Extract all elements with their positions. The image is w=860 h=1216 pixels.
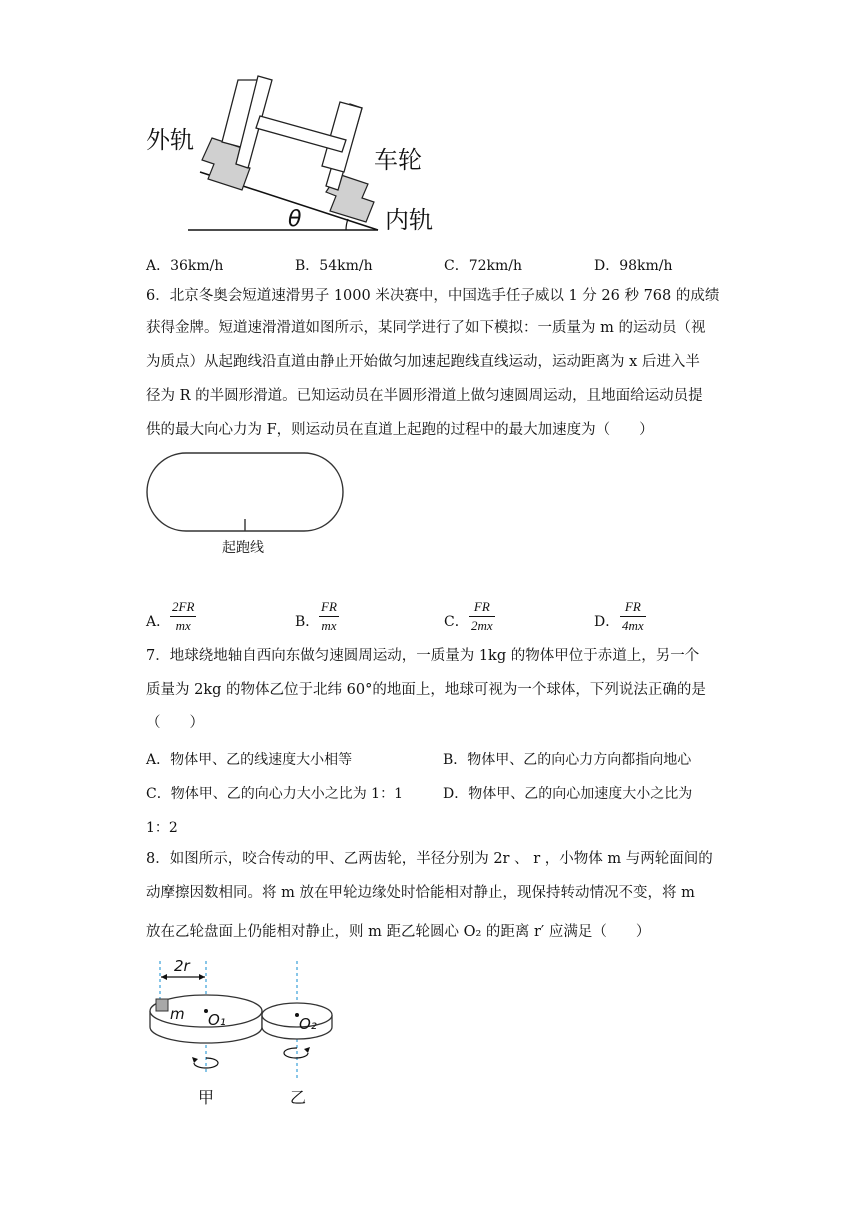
q6-option-c-fraction: FR 2mx <box>471 599 493 633</box>
o1-label: O₁ <box>208 1011 226 1029</box>
q5-option-c: C．72km/h <box>444 258 523 274</box>
q7-option-c: C．物体甲、乙的向心力大小之比为 1：1 <box>146 786 403 802</box>
theta-label: θ <box>288 207 302 232</box>
q6-option-d-letter: D． <box>594 614 620 630</box>
q6-option-c-letter: C． <box>444 614 469 630</box>
q5-option-d: D．98km/h <box>594 258 673 274</box>
q8-line-3: 放在乙轮盘面上仍能相对静止，则 m 距乙轮圆心 O₂ 的距离 r′ 应满足（ ） <box>146 924 651 940</box>
m-label: m <box>170 1005 185 1023</box>
gear-yi-label: 乙 <box>290 1088 307 1107</box>
q7-line-3: （ ） <box>146 715 204 731</box>
q5-option-b: B．54km/h <box>295 258 373 274</box>
inner-rail-label: 内轨 <box>385 206 433 234</box>
outer-rail-label: 外轨 <box>146 126 194 154</box>
banked-rail-figure <box>140 72 450 242</box>
start-line-label: 起跑线 <box>222 540 264 556</box>
q8-line-2: 动摩擦因数相同。将 m 放在甲轮边缘处时恰能相对静止，现保持转动情况不变，将 m <box>146 885 695 901</box>
q6-line-3: 为质点）从起跑线沿直道由静止开始做匀加速起跑线直线运动，运动距离为 x 后进入半 <box>146 354 700 370</box>
q6-line-4: 径为 R 的半圆形滑道。已知运动员在半圆形滑道上做匀速圆周运动，且地面给运动员提 <box>146 388 703 404</box>
q6-option-a-letter: A． <box>146 614 171 630</box>
q7-option-a: A．物体甲、乙的线速度大小相等 <box>146 752 353 768</box>
q6-option-a-fraction: 2FR mx <box>172 599 195 633</box>
small-object-m <box>156 999 168 1011</box>
speed-skating-track-figure <box>144 450 350 562</box>
q6-line-5: 供的最大向心力为 F，则运动员在直道上起跑的过程中的最大加速度为（ ） <box>146 422 654 438</box>
o2-label: O₂ <box>299 1015 317 1033</box>
q5-option-a: A．36km/h <box>146 258 224 274</box>
q6-option-b-fraction: FR mx <box>321 599 337 633</box>
wheel-label: 车轮 <box>374 146 422 174</box>
q6-line-2: 获得金牌。短道速滑滑道如图所示，某同学进行了如下模拟：一质量为 m 的运动员（视 <box>146 320 706 336</box>
q6-line-1: 6．北京冬奥会短道速滑男子 1000 米决赛中，中国选手任子威以 1 分 26 秒 768 的成绩 <box>146 288 720 304</box>
q7-line-2: 质量为 2kg 的物体乙位于北纬 60°的地面上，地球可视为一个球体，下列说法正确的是 <box>146 682 706 698</box>
q7-option-d: D．物体甲、乙的向心加速度大小之比为 <box>443 786 693 802</box>
q7-line-1: 7．地球绕地轴自西向东做匀速圆周运动，一质量为 1kg 的物体甲位于赤道上，另一个 <box>146 648 700 664</box>
gear-jia-label: 甲 <box>198 1088 215 1107</box>
q6-option-d-fraction: FR 4mx <box>622 599 644 633</box>
q8-line-1: 8．如图所示，咬合传动的甲、乙两齿轮，半径分别为 2r 、 r ，小物体 m 与两轮面间的 <box>146 851 713 867</box>
radius-2r-label: 2r <box>174 957 190 975</box>
q7-option-b: B．物体甲、乙的向心力方向都指向地心 <box>443 752 692 768</box>
meshing-gears-figure <box>140 955 370 1110</box>
rotation-arrow-yi <box>284 1048 308 1058</box>
q6-option-b-letter: B． <box>295 614 320 630</box>
q7-option-d-continued: 1：2 <box>146 820 178 836</box>
